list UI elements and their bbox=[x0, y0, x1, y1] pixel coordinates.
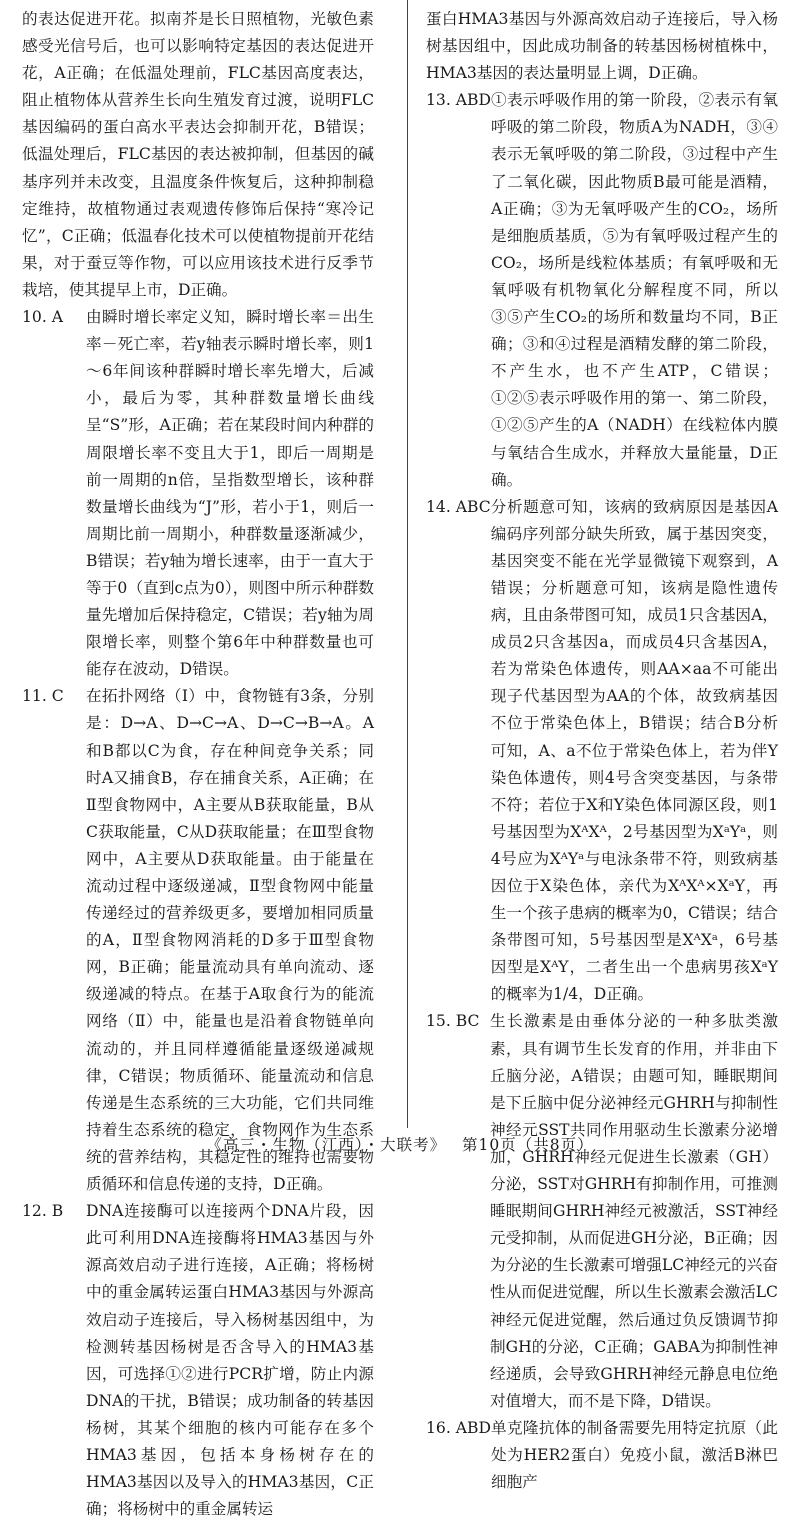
column-divider bbox=[407, 0, 408, 1128]
answer-item-13 bbox=[426, 87, 778, 493]
answer-number: 11. C bbox=[22, 687, 64, 706]
answer-number: 15. BC bbox=[426, 1012, 480, 1031]
answer-item-10 bbox=[22, 304, 374, 683]
answer-explanation: 单克隆抗体的制备需要先用特定抗原（此处为HER2蛋白）免疫小鼠，激活B淋巴细胞产 bbox=[490, 1418, 778, 1492]
footer-page-number: 第10页（共8页） bbox=[462, 1136, 594, 1154]
answer-item-15 bbox=[426, 1008, 778, 1414]
answer-number: 12. B bbox=[22, 1202, 64, 1221]
answer-number: 13. ABD bbox=[426, 91, 491, 110]
right-column bbox=[426, 6, 778, 1496]
left-column bbox=[22, 6, 374, 1523]
answer-explanation: 分析题意可知，该病的致病原因是基因A编码序列部分缺失所致，属于基因突变，基因突变不能在光学显微镜下观察到，A错误；分析题意可知，该病是隐性遗传病，且由条带图可知，成员1只含基因A，成员2只含基因a，而成员4只含基因A，若为常染色体遗传，则AA×aa不可能出现子代基因型为AA的个体，故致病基因不位于常染色体上，B错误；结合B分析可知，A、a不位于常染色体上，若为伴Y染色体遗传，则4号含突变基因，与条带不符；若位于X和Y染色体同源区段，则1号基因型为XᴬXᴬ，2号基因型为XᵃYᵃ，则4号应为XᴬYᵃ与电泳条带不符，则致病基因位于X染色体，亲代为XᴬXᴬ×XᵃY，再生一个孩子患病的概率为0，C错误；结合条带图可知，5号基因型是XᴬXᵃ，6号基因型是XᴬY，二者生出一个患病男孩XᵃY的概率为1/4，D正确。 bbox=[490, 497, 778, 1004]
answer-explanation: ①表示呼吸作用的第一阶段，②表示有氧呼吸的第二阶段，物质A为NADH，③④表示无氧呼吸的第二阶段，③过程中产生了二氧化碳，因此物质B最可能是酒精，A正确；③为无氧呼吸产生的CO₂，场所是细胞质基质，⑤为有氧呼吸过程产生的CO₂，场所是线粒体基质；有氧呼吸和无氧呼吸有机物氧化分解程度不同，所以③⑤产生CO₂的场所和数量均不同，B正确；③和④过程是酒精发酵的第二阶段，不产生水，也不产生ATP，C错误；①②⑤表示呼吸作用的第一、第二阶段，①②⑤产生的A（NADH）在线粒体内膜与氧结合生成水，并释放大量能量，D正确。 bbox=[490, 91, 778, 489]
page-footer bbox=[0, 1133, 800, 1155]
answer-number: 14. ABC bbox=[426, 497, 491, 516]
footer-title: 《高三・生物（江西）・大联考》 bbox=[206, 1136, 447, 1154]
right-intro-paragraph: 蛋白HMA3基因与外源高效启动子连接后，导入杨树基因组中，因此成功制备的转基因杨树植株中，HMA3基因的表达量明显上调，D正确。 bbox=[426, 10, 778, 83]
left-intro-paragraph: 的表达促进开花。拟南芥是长日照植物，光敏色素感受光信号后，也可以影响特定基因的表达促进开花，A正确；在低温处理前，FLC基因高度表达，阻止植物体从营养生长向生殖发育过渡，说明FLC基因编码的蛋白高水平表达会抑制开花，B错误；低温处理后，FLC基因的表达被抑制，但基因的碱基序列并未改变，且温度条件恢复后，这种抑制稳定维持，故植物通过表观遗传修饰后保持“寒冷记忆”，C正确；低温春化技术可以使植物提前开花结果，对于蚕豆等作物，可以应用该技术进行反季节栽培，使其提早上市，D正确。 bbox=[22, 10, 374, 299]
answer-number: 10. A bbox=[22, 308, 64, 327]
answer-item-12 bbox=[22, 1198, 374, 1523]
answer-item-11 bbox=[22, 683, 374, 1198]
answer-explanation: 生长激素是由垂体分泌的一种多肽类激素，具有调节生长发育的作用，并非由下丘脑分泌，A错误；由题可知，睡眠期间是下丘脑中促分泌神经元GHRH与抑制性神经元SST共同作用驱动生长激素分泌增加，GHRH神经元促进生长激素（GH）分泌，SST对GHRH有抑制作用，可推测睡眠期间GHRH神经元被激活，SST神经元受抑制，从而促进GH分泌，B正确；因为分泌的生长激素可增强LC神经元的兴奋性从而促进觉醒，所以生长激素会激活LC神经元促进觉醒，然后通过负反馈调节抑制GH的分泌，C正确；GABA为抑制性神经递质，会导致GHRH神经元静息电位绝对值增大，而不是下降，D错误。 bbox=[490, 1012, 778, 1410]
answer-item-14 bbox=[426, 494, 778, 1009]
answer-explanation: DNA连接酶可以连接两个DNA片段，因此可利用DNA连接酶将HMA3基因与外源高效启动子进行连接，A正确；将杨树中的重金属转运蛋白HMA3基因与外源高效启动子连接后，导入杨树基因组中，为检测转基因杨树是否含导入的HMA3基因，可选择①②进行PCR扩增，防止内源DNA的干扰，B错误；成功制备的转基因杨树，其某个细胞的核内可能存在多个HMA3基因，包括本身杨树存在的HMA3基因以及导入的HMA3基因，C正确；将杨树中的重金属转运 bbox=[86, 1202, 374, 1519]
answer-explanation: 由瞬时增长率定义知，瞬时增长率＝出生率－死亡率，若y轴表示瞬时增长率，则1～6年间该种群瞬时增长率先增大，后减小，最后为零，其种群数量增长曲线呈“S”形，A正确；若在某段时间内种群的周限增长率不变且大于1，即后一周期是前一周期的n倍，呈指数型增长，该种群数量增长曲线为“J”形，若小于1，则后一周期比前一周期小，种群数量逐渐减少，B错误；若y轴为增长速率，由于一直大于等于0（直到c点为0），则图中所示种群数量先增加后保持稳定，C错误；若y轴为周限增长率，则整个第6年中种群数量也可能存在波动，D错误。 bbox=[86, 308, 374, 679]
answer-item-16 bbox=[426, 1415, 778, 1496]
answer-explanation: 在拓扑网络（Ⅰ）中，食物链有3条，分别是：D→A、D→C→A、D→C→B→A。A和B都以C为食，存在种间竞争关系；同时A又捕食B，存在捕食关系，A正确；在Ⅱ型食物网中，A主要从B获取能量，B从C获取能量，C从D获取能量；在Ⅲ型食物网中，A主要从D获取能量。由于能量在流动过程中逐级递减，Ⅱ型食物网中能量传递经过的营养级更多，要增加相同质量的A，Ⅱ型食物网消耗的D多于Ⅲ型食物网，B正确；能量流动具有单向流动、逐级递减的特点。在基于A取食行为的能流网络（Ⅱ）中，能量也是沿着食物链单向流动的，并且同样遵循能量逐级递减规律，C错误；物质循环、能量流动和信息传递是生态系统的三大功能，它们共同维持着生态系统的稳定，食物网作为生态系统的营养结构，其稳定性的维持也需要物质循环和信息传递的支持，D正确。 bbox=[86, 687, 374, 1194]
answer-number: 16. ABD bbox=[426, 1418, 491, 1437]
